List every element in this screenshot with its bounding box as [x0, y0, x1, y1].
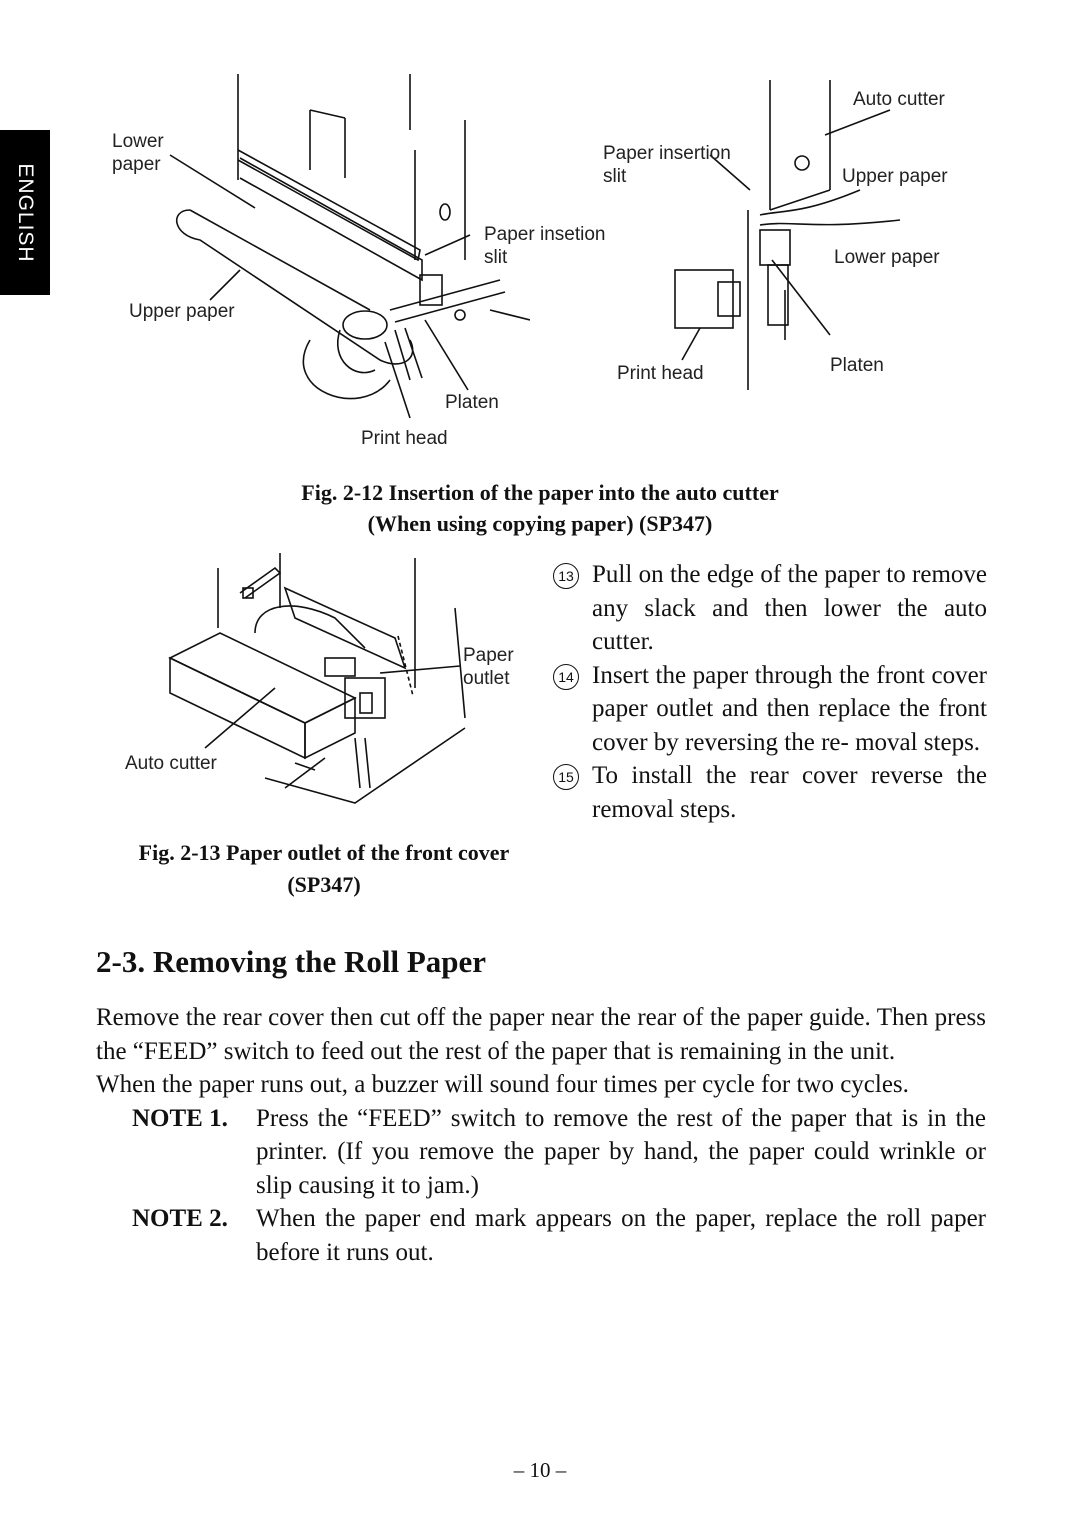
fig13-caption-line1: Fig. 2-13 Paper outlet of the front cover: [138, 840, 510, 865]
step-13-text: Pull on the edge of the paper to remove any slack and then lower the auto cutter.: [592, 561, 987, 655]
fig13-caption-line2: (SP347): [287, 872, 361, 897]
fig12-left-drawing: [160, 60, 530, 420]
label-print-head-left: Print head: [361, 428, 448, 449]
step-15-number: 15: [553, 764, 579, 790]
label-lower-paper-right: Lower paper: [834, 247, 940, 268]
label-upper-paper-right: Upper paper: [842, 166, 948, 187]
label-paper-insetion-slit: Paper insetion slit: [484, 224, 606, 268]
step-14-number: 14: [553, 664, 579, 690]
note-2-text: When the paper end mark appears on the paper, replace the roll paper before it runs out.: [256, 1205, 986, 1266]
label-platen-right: Platen: [830, 355, 884, 376]
label-lower-paper: Lower paper: [112, 131, 164, 175]
fig12-right-drawing: [660, 70, 920, 400]
label-auto-cutter: Auto cutter: [853, 89, 945, 110]
step-14: [553, 659, 987, 760]
label-platen-left: Platen: [445, 392, 499, 413]
section-paragraph-1: Remove the rear cover then cut off the paper near the rear of the paper guide. Then press the “FEED” switch to feed out the rest of the paper that is remaining in the unit.: [96, 1004, 986, 1065]
label-print-head-right: Print head: [617, 363, 704, 384]
label-paper-outlet: Paper outlet: [463, 645, 514, 689]
language-tab: [0, 130, 50, 295]
step-15: [553, 759, 987, 826]
section-paragraph-2: When the paper runs out, a buzzer will sound four times per cycle for two cycles.: [96, 1071, 909, 1098]
note-1-label: NOTE 1.: [132, 1104, 228, 1132]
label-upper-paper-left: Upper paper: [129, 301, 235, 322]
step-14-text: Insert the paper through the front cover paper outlet and then replace the front cover by reversing the re- moval steps.: [592, 661, 987, 756]
section-body: [96, 1001, 986, 1269]
step-13: [553, 558, 987, 659]
fig12-caption-line2: (When using copying paper) (SP347): [367, 511, 713, 536]
step-13-number: 13: [553, 563, 579, 589]
page-number: – 10 –: [513, 1458, 567, 1482]
note-2-label: NOTE 2.: [132, 1205, 228, 1232]
language-tab-label: ENGLISH: [14, 162, 37, 263]
label-paper-insertion-slit: Paper insertion slit: [603, 143, 731, 187]
note-1: [96, 1102, 986, 1203]
section-heading: 2-3. Removing the Roll Paper: [96, 944, 487, 979]
label-auto-cutter-fig13: Auto cutter: [125, 753, 217, 774]
step-15-text: To install the rear cover reverse the removal steps.: [592, 762, 987, 823]
note-2: [96, 1202, 986, 1269]
note-1-text: Press the “FEED” switch to remove the rest of the paper that is in the printer. (If you remove the paper by hand, the paper could wrinkle or slip causing it to jam.): [256, 1104, 986, 1199]
fig12-caption-line1: Fig. 2-12 Insertion of the paper into the auto cutter: [301, 480, 779, 505]
steps-list: [553, 558, 987, 826]
